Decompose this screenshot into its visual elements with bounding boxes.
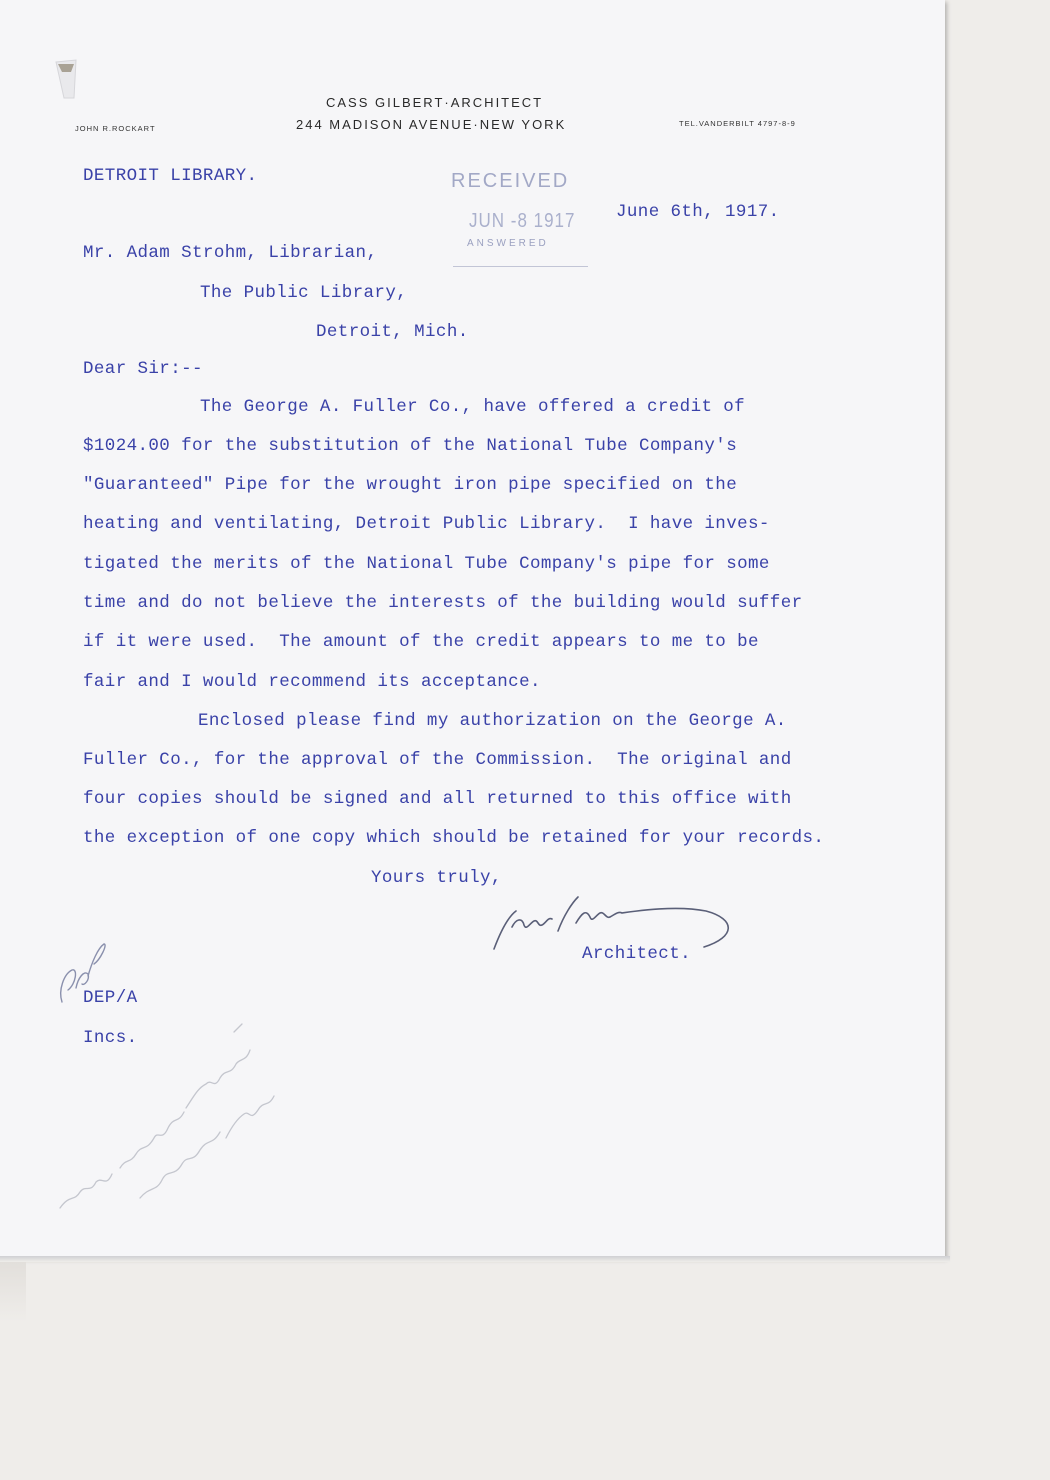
body-line: fair and I would recommend its acceptance. (83, 672, 541, 692)
body-line: the exception of one copy which should be retained for your records. (83, 828, 825, 848)
received-stamp: RECEIVED (451, 170, 570, 192)
body-line: Fuller Co., for the approval of the Commission. The original and (83, 750, 792, 770)
address-line: Mr. Adam Strohm, Librarian, (83, 243, 378, 263)
body-line: time and do not believe the interests of the building would suffer (83, 593, 803, 613)
pencil-notation (50, 1018, 290, 1218)
file-label: DETROIT LIBRARY. (83, 166, 258, 186)
body-line: The George A. Fuller Co., have offered a credit of (200, 397, 746, 417)
address-line: The Public Library, (200, 283, 408, 303)
answered-stamp: ANSWERED (467, 238, 549, 249)
body-line: tigated the merits of the National Tube Company's pipe for some (83, 554, 770, 574)
paper-tab-mark (54, 58, 78, 100)
body-line: if it were used. The amount of the credit appears to me to be (83, 632, 759, 652)
body-line: Enclosed please find my authorization on the George A. (198, 711, 787, 731)
page-edge (0, 1256, 950, 1262)
received-stamp-date: JUN -8 1917 (469, 209, 576, 232)
letterhead-firm: CASS GILBERT·ARCHITECT (326, 95, 544, 110)
body-line: heating and ventilating, Detroit Public Library. I have inves- (83, 514, 770, 534)
letterhead-telephone: TEL.VANDERBILT 4797-8-9 (679, 119, 796, 128)
page-shadow (0, 1262, 26, 1322)
enclosures-note: Incs. (83, 1028, 138, 1048)
closing: Yours truly, (371, 868, 502, 888)
body-line: four copies should be signed and all returned to this office with (83, 789, 792, 809)
letter-date: June 6th, 1917. (616, 202, 780, 222)
typist-initials: DEP/A (83, 988, 138, 1008)
body-line: "Guaranteed" Pipe for the wrought iron pipe specified on the (83, 475, 738, 495)
address-line: Detroit, Mich. (316, 322, 469, 342)
stamp-line (453, 266, 588, 267)
letterhead-address: 244 MADISON AVENUE·NEW YORK (296, 117, 567, 132)
body-line: $1024.00 for the substitution of the National Tube Company's (83, 436, 738, 456)
salutation: Dear Sir:-- (83, 359, 203, 379)
signature-title: Architect. (582, 944, 692, 964)
letterhead-left-name: JOHN R.ROCKART (75, 124, 156, 133)
